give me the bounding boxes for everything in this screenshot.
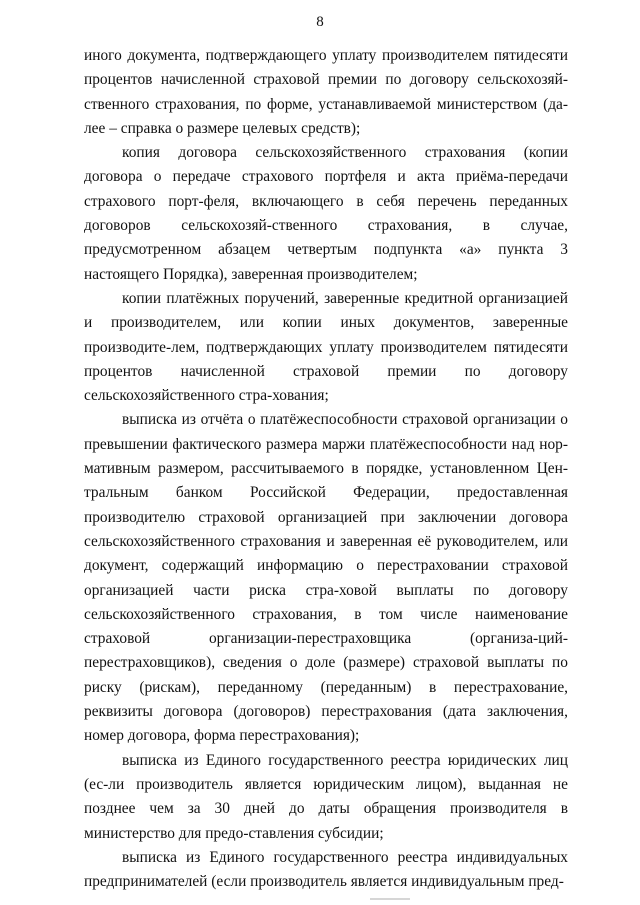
scan-artifact xyxy=(370,898,410,900)
paragraph-payment-orders: копии платёжных поручений, заверенные кредитной организацией и производителем, или копии иных документов, заверенные производите-лем, подтверждающих уплату производителем пятидесяти процентов начисленной страховой премии по договору сельскохозяйственного стра-хования; xyxy=(84,289,568,405)
paragraph-entrepreneurs-register: выписка из Единого государственного реестра индивидуальных предпринимателей (если производитель является индивидуальным пред- xyxy=(84,848,568,891)
paragraph-continuation: иного документа, подтверждающего уплату производителем пятидесяти процентов начисленной страховой премии по договору сельскохозяй-ственного страхования, по форме, устанавливаемой министерством (да-лее – справка о размере целевых средств); xyxy=(84,47,568,137)
paragraph-solvency-report: выписка из отчёта о платёжеспособности страховой организации о превышении фактического размера маржи платёжеспособности над нор-мативным размером, рассчитываемого в порядке, установленном Цен-тральным банком Российской Федерации, предоставленная производителю страховой организацией при заключении договора сельскохозяйственного страхования и заверенная её руководителем, или документ, содержащий информацию о перестраховании страховой организацией части риска стра-ховой выплаты по договору сельскохозяйственного страхования, в том числе наименование страховой организации-перестраховщика (организа-ций-перестраховщиков), сведения о доле (размере) страховой выплаты по риску (рискам), переданному (переданным) в перестрахование, реквизиты договора (договоров) перестрахования (дата заключения, номер договора, форма перестрахования); xyxy=(84,411,568,745)
paragraph-legal-entities-register: выписка из Единого государственного реестра юридических лиц (ес-ли производитель является юридическим лицом), выданная не позднее чем за 30 дней до даты обращения производителя в министерство для предо-ставления субсидии; xyxy=(84,751,568,842)
page-number: 8 xyxy=(316,14,324,30)
document-body xyxy=(84,44,568,894)
paragraph-insurance-contract-copy: копия договора сельскохозяйственного страхования (копии договора о передаче страхового портфеля и акта приёма-передачи страхового порт-феля, включающего в себя перечень переданных договоров сельскохозяй-ственного страхования, в случае, предусмотренном абзацем четвертым подпункта «а» пункта 3 настоящего Порядка), заверенная производителем; xyxy=(84,144,568,283)
